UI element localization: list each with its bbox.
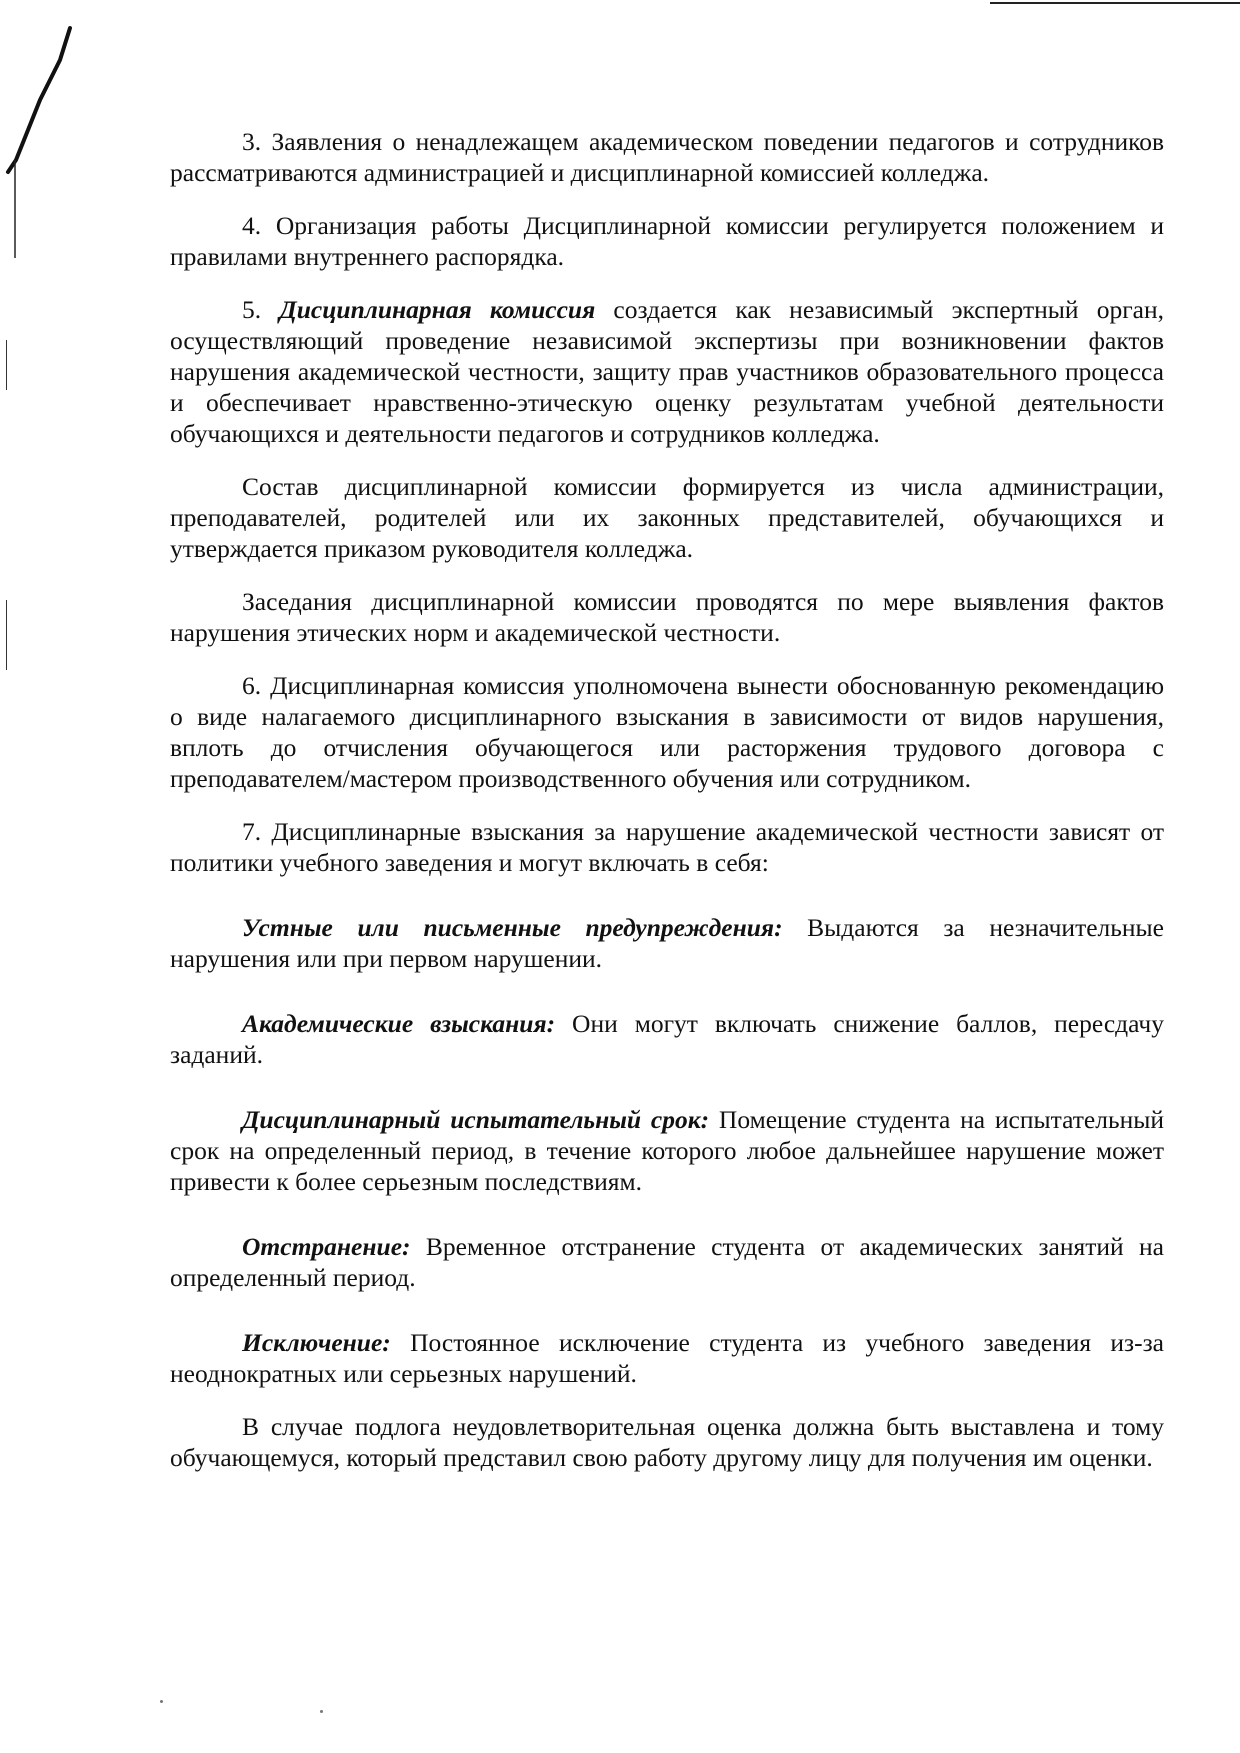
sanction-text: Они могут включать снижение баллов, пересдачу заданий. [170, 1009, 1164, 1069]
paragraph-4: 4. Организация работы Дисциплинарной комиссии регулируется положением и правилами внутреннего распорядка. [170, 211, 1164, 271]
p5-prefix: 5. [242, 295, 280, 324]
paragraph-5-meetings: Заседания дисциплинарной комиссии проводятся по мере выявления фактов нарушения этических норм и академической честности. [170, 587, 1164, 647]
paragraph-7: 7. Дисциплинарные взыскания за нарушение академической честности зависят от политики учебного заведения и могут включать в себя: [170, 817, 1164, 877]
sanction-item [170, 1231, 1164, 1293]
sanction-text: Выдаются за незначительные нарушения или при первом нарушении. [170, 913, 1164, 973]
p5-term: Дисциплинарная комиссия [279, 295, 596, 324]
sanction-text: Временное отстранение студента от академических занятий на определенный период. [170, 1232, 1164, 1292]
sanction-item [170, 1104, 1164, 1197]
sanction-item [170, 1327, 1164, 1389]
paragraph-5-composition: Состав дисциплинарной комиссии формируется из числа администрации, преподавателей, родителей или их законных представителей, обучающихся и утверждается приказом руководителя колледжа. [170, 472, 1164, 563]
pen-stroke-mark [0, 0, 80, 260]
paragraph-5 [170, 294, 1164, 449]
scan-speck [160, 1700, 163, 1703]
scan-edge-line [990, 2, 1240, 4]
sanction-term: Академические взыскания: [242, 1009, 556, 1038]
sanction-term: Отстранение: [242, 1232, 411, 1261]
scan-speck [320, 1710, 323, 1713]
sanction-term: Устные или письменные предупреждения: [242, 913, 783, 942]
closing-paragraph: В случае подлога неудовлетворительная оценка должна быть выставлена и тому обучающемуся, который представил свою работу другому лицу для получения им оценки. [170, 1412, 1164, 1472]
margin-mark [6, 340, 7, 390]
sanction-text: Помещение студента на испытательный срок на определенный период, в течение которого любое дальнейшее нарушение может привести к более серьезным последствиям. [170, 1105, 1164, 1196]
sanction-item [170, 1008, 1164, 1070]
paragraph-3: 3. Заявления о ненадлежащем академическом поведении педагогов и сотрудников рассматриваются администрацией и дисциплинарной комиссией колледжа. [170, 127, 1164, 187]
sanction-term: Исключение: [242, 1328, 391, 1357]
margin-mark [6, 600, 7, 670]
document-body [170, 126, 1164, 1473]
sanction-item [170, 912, 1164, 974]
p5-text: создается как независимый экспертный орган, осуществляющий проведение независимой экспертизы при возникновении фактов нарушения академической честности, защиту прав участников образовательного процесса и обеспечивает нравственно-этическую оценку результатам учебной деятельности обучающихся и деятельности педагогов и сотрудников колледжа. [170, 295, 1164, 448]
sanction-text: Постоянное исключение студента из учебного заведения из-за неоднократных или серьезных нарушений. [170, 1328, 1164, 1388]
paragraph-6: 6. Дисциплинарная комиссия уполномочена вынести обоснованную рекомендацию о виде налагаемого дисциплинарного взыскания в зависимости от видов нарушения, вплоть до отчисления обучающегося или расторжения трудового договора с преподавателем/мастером производственного обучения или сотрудником. [170, 671, 1164, 793]
sanction-term: Дисциплинарный испытательный срок: [242, 1105, 710, 1134]
